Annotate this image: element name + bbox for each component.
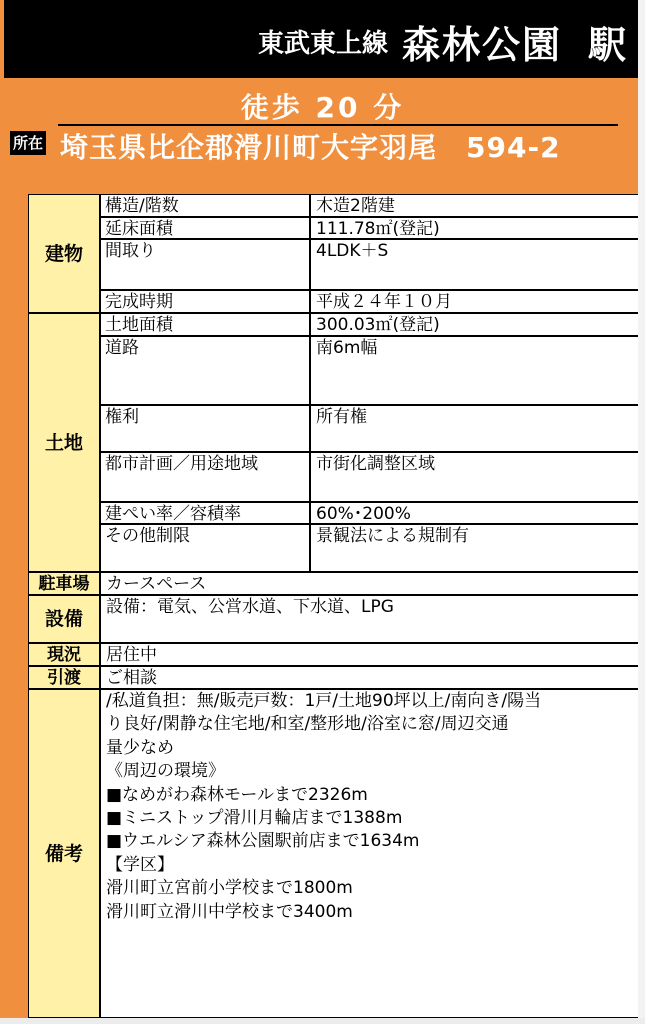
station-name: 森林公園: [401, 23, 562, 67]
spec-label: その他制限: [100, 524, 310, 572]
spec-value: 所有権: [310, 405, 640, 452]
parking-value: カースペース: [100, 572, 640, 595]
page-bottom-edge: [0, 1018, 645, 1024]
spec-label: 間取り: [100, 239, 310, 290]
category-current-status: 現況: [28, 643, 100, 666]
spec-label: 建ぺい率／容積率: [100, 502, 310, 524]
station-header: [4, 0, 638, 78]
spec-value: 景観法による規制有: [310, 524, 640, 572]
remarks-line: 滑川町立宮前小学校まで1800m: [106, 878, 353, 899]
category-parking: 駐車場: [28, 572, 100, 595]
spec-value: 60%･200%: [310, 502, 640, 524]
spec-value: 300.03㎡(登記): [310, 313, 640, 336]
remarks-line: /私道負担：無/販売戸数：1戸/土地90坪以上/南向き/陽当: [106, 691, 542, 711]
category-remarks: 備考: [28, 689, 100, 1018]
spec-value: 市街化調整区域: [310, 452, 640, 502]
remarks-line: 《周辺の環境》: [106, 761, 225, 782]
spec-value: 111.78㎡(登記): [310, 217, 640, 239]
spec-value: 4LDK＋S: [310, 239, 640, 290]
station-suffix: 駅: [587, 23, 626, 67]
spec-label: 都市計画／用途地域: [100, 452, 310, 502]
remarks-line: 量少なめ: [106, 737, 174, 758]
remarks-line: 滑川町立滑川中学校まで3400m: [106, 901, 353, 922]
category-building: 建物: [28, 194, 100, 313]
remarks-content: [100, 689, 640, 1018]
spec-label: 土地面積: [100, 313, 310, 336]
category-facilities: 設備: [28, 595, 100, 643]
spec-value: 木造2階建: [310, 194, 640, 217]
category-handover: 引渡: [28, 666, 100, 689]
railway-line: 東武東上線: [257, 29, 388, 59]
remarks-line: 【学区】: [106, 854, 174, 875]
page-edge: [638, 0, 645, 1024]
remarks-line: ■ミニストップ滑川月輪店まで1388m: [106, 808, 403, 829]
remarks-line: ■なめがわ森林モールまで2326m: [106, 784, 368, 805]
address-badge: 所在: [10, 131, 46, 155]
spec-label: 権利: [100, 405, 310, 452]
walk-time: 徒歩 20 分: [240, 91, 405, 124]
handover-value: ご相談: [100, 666, 640, 689]
property-spec-table: [28, 194, 640, 1018]
address: 埼玉県比企郡滑川町大字羽尾 594-2: [60, 131, 561, 164]
spec-label: 道路: [100, 336, 310, 405]
current-status-value: 居住中: [100, 643, 640, 666]
spec-label: 延床面積: [100, 217, 310, 239]
remarks-line: ■ウエルシア森林公園駅前店まで1634m: [106, 831, 420, 852]
spec-label: 構造/階数: [100, 194, 310, 217]
facilities-value: 設備：電気、公営水道、下水道、LPG: [100, 595, 640, 643]
category-land: 土地: [28, 313, 100, 572]
spec-value: 平成２４年１０月: [310, 290, 640, 313]
remarks-line: り良好/閑静な住宅地/和室/整形地/浴室に窓/周辺交通: [106, 714, 509, 735]
spec-label: 完成時期: [100, 290, 310, 313]
spec-value: 南6m幅: [310, 336, 640, 405]
station-heading: [258, 14, 626, 69]
